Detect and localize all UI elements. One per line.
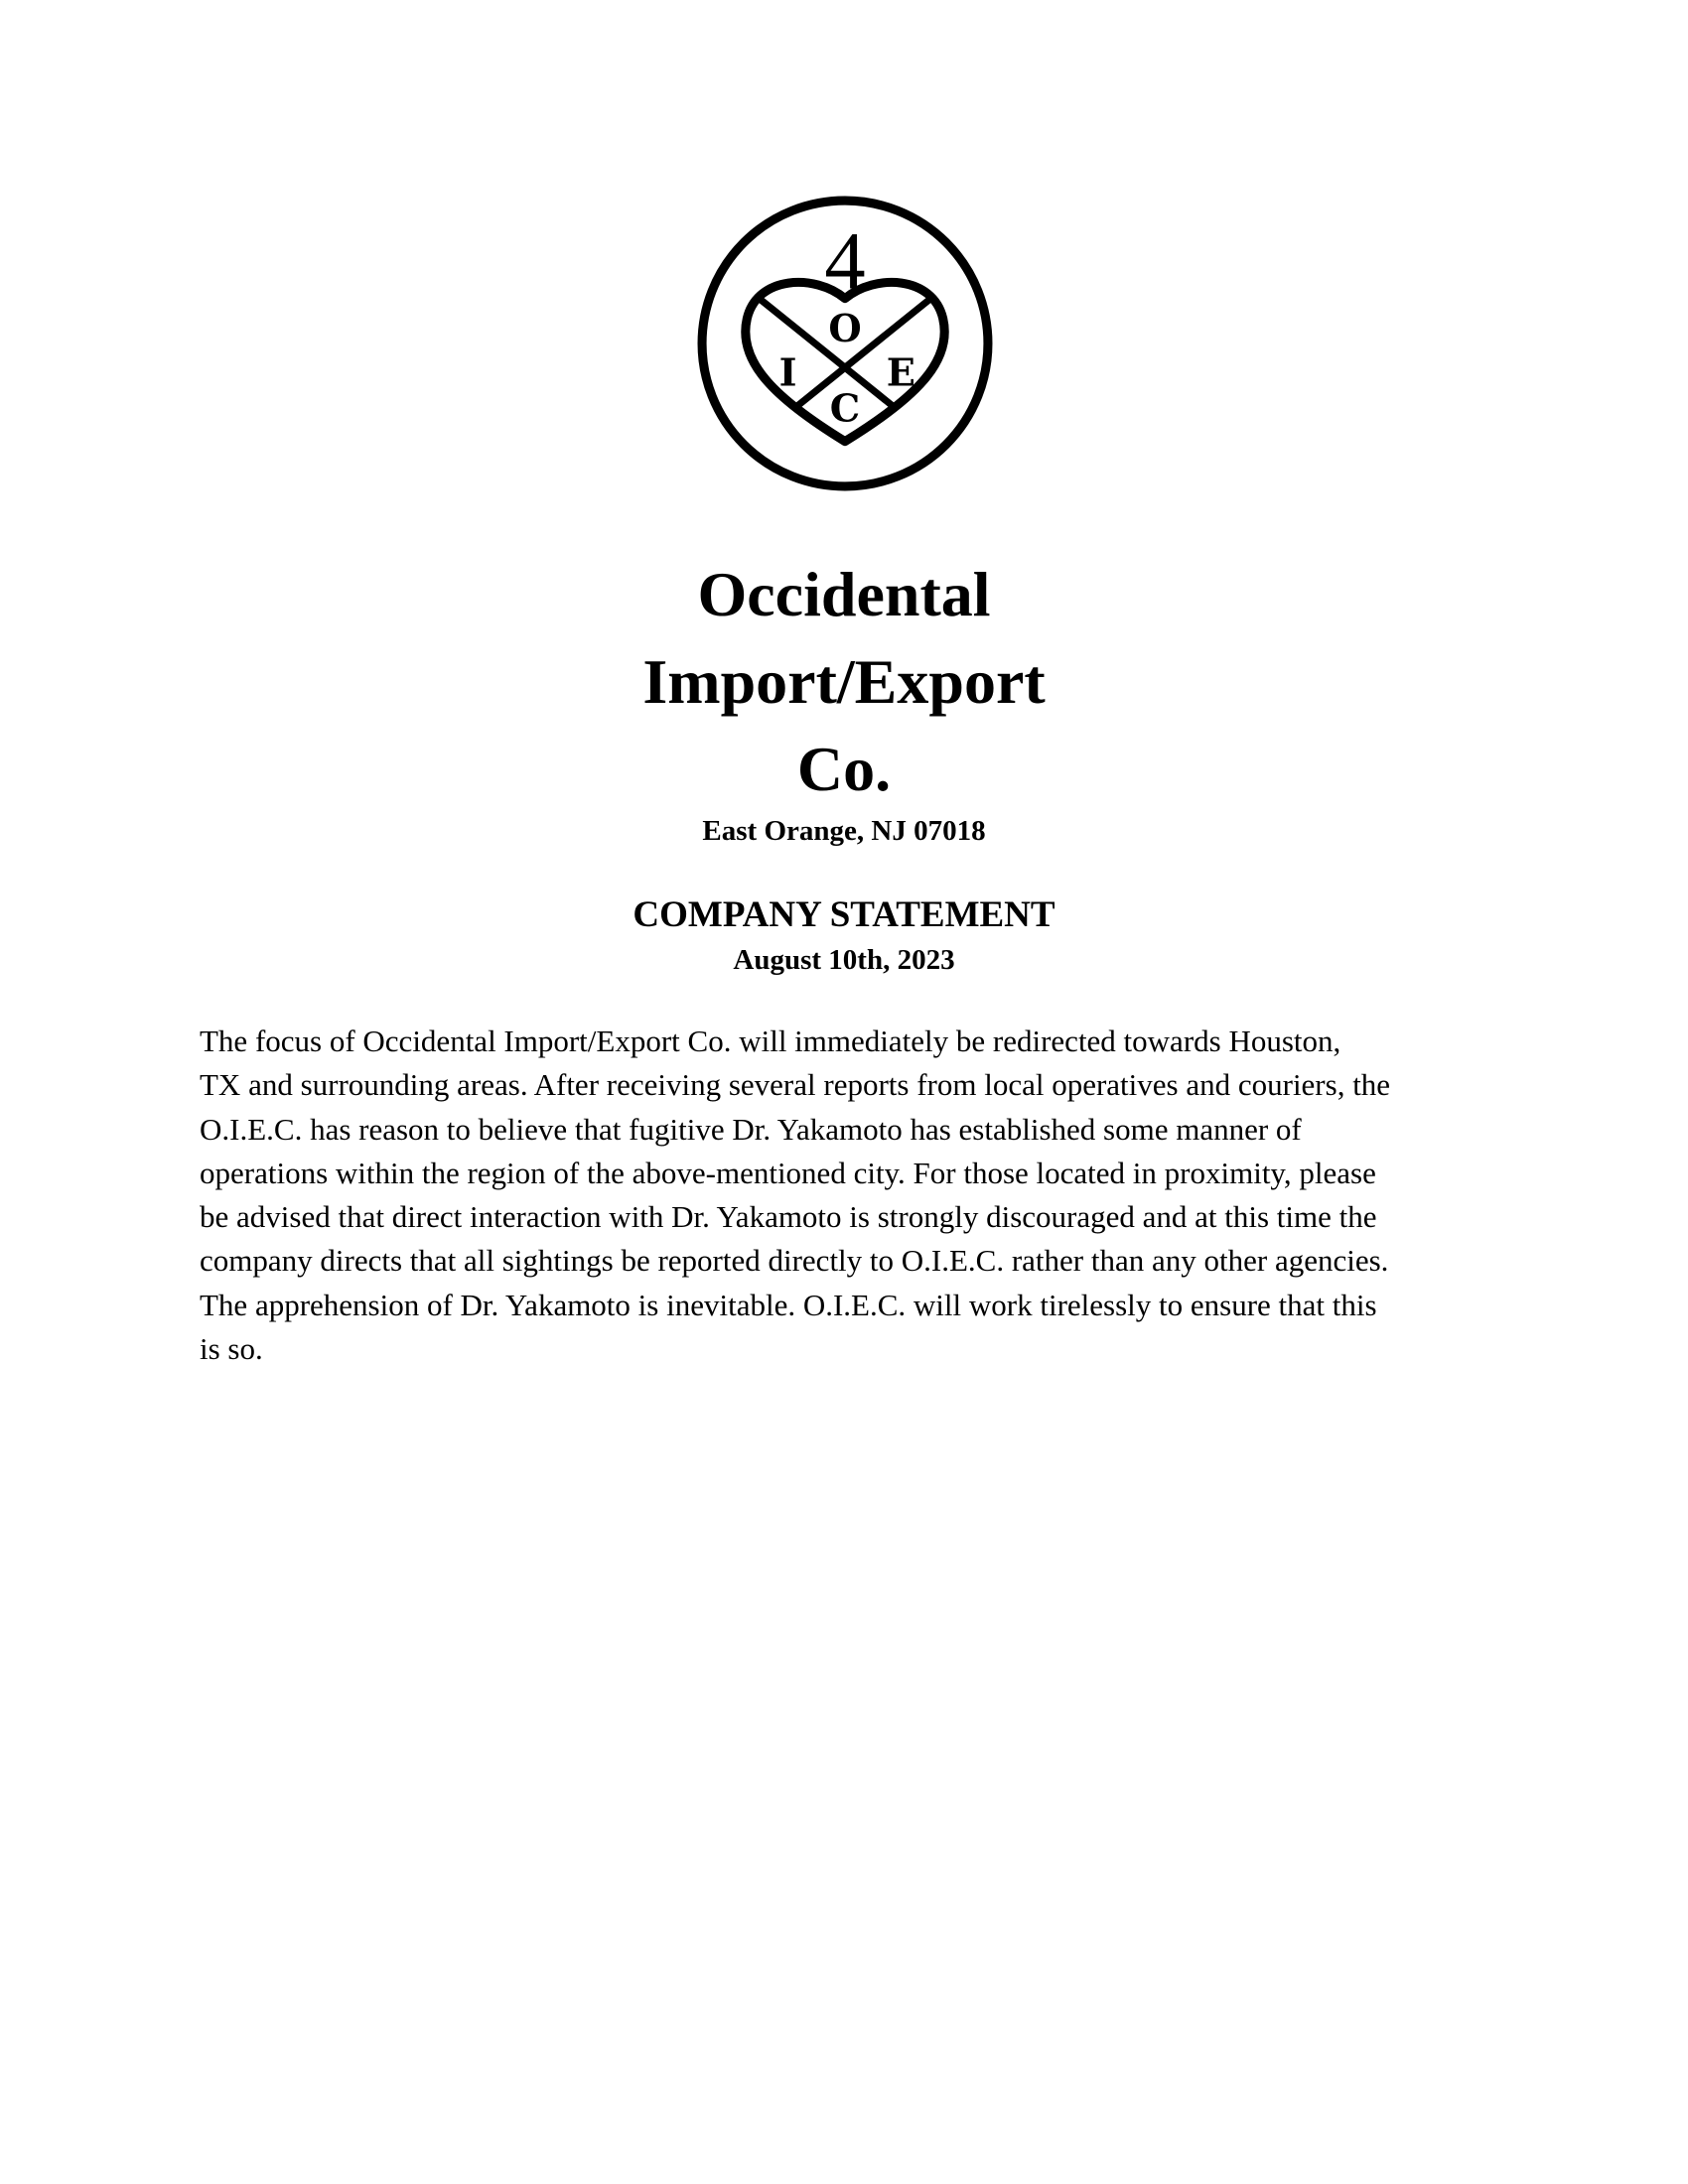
statement-line: operations within the region of the above-mentioned city. For those located in proximity, please (200, 1155, 1376, 1190)
logo-letter-o: O (828, 306, 862, 351)
company-address: East Orange, NJ 07018 (702, 815, 986, 847)
statement-line: The focus of Occidental Import/Export Co. will immediately be redirected towards Houston, (200, 1024, 1341, 1058)
company-name-line: Co. (796, 734, 892, 804)
company-name (447, 551, 1241, 813)
seal-icon (695, 194, 995, 493)
statement-line: O.I.E.C. has reason to believe that fugitive Dr. Yakamoto has established some manner of (200, 1111, 1302, 1147)
company-logo (695, 194, 995, 493)
statement-body (200, 1020, 1510, 1371)
statement-date: August 10th, 2023 (733, 944, 955, 976)
logo-four-glyph: 4 (824, 214, 866, 307)
company-name-line: Occidental (697, 559, 991, 629)
statement-line: be advised that direct interaction with Dr. Yakamoto is strongly discouraged and at this time the (200, 1199, 1377, 1235)
company-name-line: Import/Export (642, 646, 1046, 717)
statement-line: TX and surrounding areas. After receiving several reports from local operatives and couriers, the (200, 1067, 1391, 1103)
statement-line: company directs that all sightings be reported directly to O.I.E.C. rather than any other agencies. (200, 1243, 1389, 1279)
logo-letter-i: I (778, 350, 797, 396)
logo-letter-e: E (886, 350, 915, 396)
logo-letter-c: C (829, 386, 861, 432)
statement-line: is so. (200, 1331, 263, 1367)
statement-heading: COMPANY STATEMENT (633, 894, 1055, 935)
statement-line: The apprehension of Dr. Yakamoto is inevitable. O.I.E.C. will work tirelessly to ensure that this (200, 1287, 1377, 1322)
